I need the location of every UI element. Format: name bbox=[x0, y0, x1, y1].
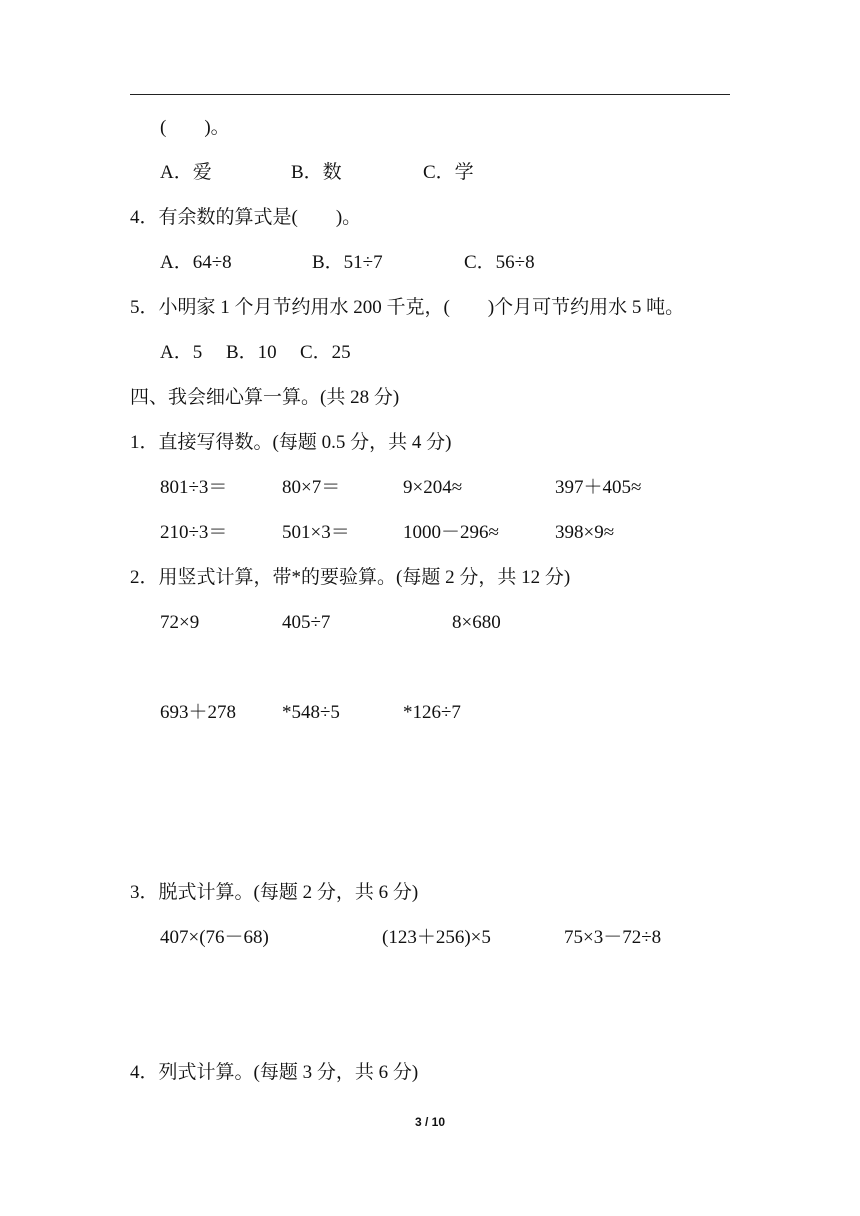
vertical-calc-item: *548÷5 bbox=[282, 702, 340, 723]
q3-option-c: C．学 bbox=[423, 162, 474, 183]
vertical-calc-item: 72×9 bbox=[160, 612, 200, 633]
oral-calc-item: 397＋405≈ bbox=[555, 477, 642, 498]
oral-calc-item: 1000－296≈ bbox=[403, 522, 499, 543]
q5-option-a: A．5 bbox=[160, 342, 203, 363]
q4-option-b: B．51÷7 bbox=[312, 252, 383, 273]
vertical-calc-item: 405÷7 bbox=[282, 612, 331, 633]
vertical-calc-item: *126÷7 bbox=[403, 702, 461, 723]
oral-calc-item: 80×7＝ bbox=[282, 477, 341, 498]
step-calc-item: 75×3－72÷8 bbox=[564, 927, 662, 948]
q3-option-a: A．爱 bbox=[160, 162, 212, 183]
vertical-calc-item: 8×680 bbox=[452, 612, 501, 633]
q4-text: 4．有余数的算式是( )。 bbox=[130, 207, 362, 228]
oral-calc-item: 9×204≈ bbox=[403, 477, 463, 498]
q5-option-b: B．10 bbox=[226, 342, 277, 363]
vertical-calc-item: 693＋278 bbox=[160, 702, 237, 723]
oral-calc-item: 398×9≈ bbox=[555, 522, 615, 543]
header-rule bbox=[130, 94, 730, 95]
q3-option-b: B．数 bbox=[291, 162, 342, 183]
part-2-title: 2．用竖式计算，带*的要验算。(每题 2 分，共 12 分) bbox=[130, 567, 571, 588]
step-calc-item: 407×(76－68) bbox=[160, 927, 269, 948]
part-4-title: 4．列式计算。(每题 3 分，共 6 分) bbox=[130, 1062, 419, 1083]
oral-calc-item: 801÷3＝ bbox=[160, 477, 228, 498]
step-calc-item: (123＋256)×5 bbox=[382, 927, 491, 948]
part-1-title: 1．直接写得数。(每题 0.5 分，共 4 分) bbox=[130, 432, 452, 453]
q4-option-c: C．56÷8 bbox=[464, 252, 535, 273]
q3-answer-blank: ( )。 bbox=[160, 117, 230, 138]
q4-option-a: A．64÷8 bbox=[160, 252, 232, 273]
section-4-title: 四、我会细心算一算。(共 28 分) bbox=[130, 387, 400, 408]
page-number: 3 / 10 bbox=[414, 1115, 446, 1129]
part-3-title: 3．脱式计算。(每题 2 分，共 6 分) bbox=[130, 882, 419, 903]
q5-option-c: C．25 bbox=[300, 342, 351, 363]
oral-calc-item: 501×3＝ bbox=[282, 522, 350, 543]
q5-text: 5．小明家 1 个月节约用水 200 千克，( )个月可节约用水 5 吨。 bbox=[130, 297, 685, 318]
oral-calc-item: 210÷3＝ bbox=[160, 522, 228, 543]
